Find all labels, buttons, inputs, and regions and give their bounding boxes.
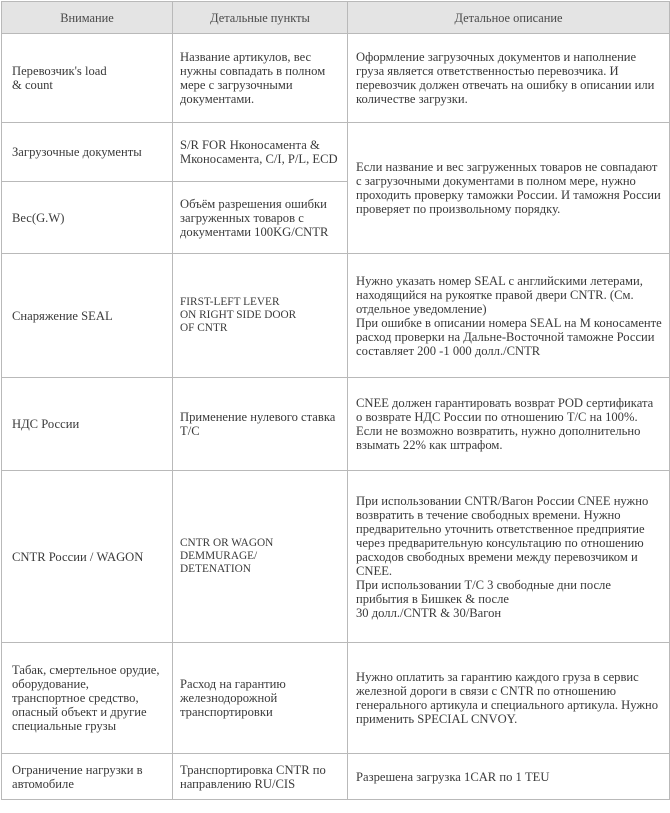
- detail-items-cell: CNTR OR WAGON DEMMURAGE/ DETENATION: [173, 471, 348, 643]
- table-row: [2, 254, 670, 378]
- header-attention: Внимание: [2, 2, 173, 34]
- header-row: [2, 2, 670, 34]
- detail-items-cell: FIRST-LEFT LEVER ON RIGHT SIDE DOOR OF CNTR: [173, 254, 348, 378]
- detail-description-cell: Если название и вес загруженных товаров не совпадают с загрузочными документами в полном мере, нужно проходить проверку таможки России. И таможня России проверяет по произвольному порядку.: [348, 123, 670, 254]
- detail-items-cell: Расход на гарантию железнодорожной транспортировки: [173, 643, 348, 754]
- attention-cell: Вес(G.W): [2, 182, 173, 254]
- table-row: [2, 123, 670, 182]
- detail-description-cell: Нужно указать номер SEAL с английскими летерами, находящийся на рукоятке правой двери CNTR. (См. отдельное уведомление) При ошибке в описании номера SEAL на М коносаменте расход проверки на Дальне-Восточной таможне России составляет 200 -1 000 долл./CNTR: [348, 254, 670, 378]
- description-line: При использовании CNTR/Вагон России CNEE нужно возвратить в течение свободных времени. Нужно предварительно уточнить ответственное предприятие через предварительную консультацию по отношению расходов свободных времени между перевозчиком и CNEE.: [356, 493, 649, 578]
- table-row: [2, 643, 670, 754]
- detail-items-cell: Транспортировка CNTR по направлению RU/CIS: [173, 754, 348, 800]
- attention-cell: CNTR России / WAGON: [2, 471, 173, 643]
- attention-cell: Снаряжение SEAL: [2, 254, 173, 378]
- table-row: [2, 754, 670, 800]
- attention-cell: Ограничение нагрузки в автомобиле: [2, 754, 173, 800]
- detail-items-cell: Название артикулов, вес нужны совпадать в полном мере с загрузочными документами.: [173, 34, 348, 123]
- detail-description-cell: Оформление загрузочных документов и наполнение груза является ответственностью перевозчика. И перевозчик должен отвечать на ошибку в описании или количестве загрузки.: [348, 34, 670, 123]
- detail-description-cell: [348, 471, 670, 643]
- table-row: [2, 34, 670, 123]
- table-row: [2, 378, 670, 471]
- attention-cell: Перевозчик's load & count: [2, 34, 173, 123]
- detail-items-cell: Объём разрешения ошибки загруженных товаров с документами 100KG/CNTR: [173, 182, 348, 254]
- requirements-table: [1, 1, 670, 800]
- attention-cell: Табак, смертельное орудие, оборудование, транспортное средство, опасный объект и другие специальные грузы: [2, 643, 173, 754]
- detail-description-cell: Разрешена загрузка 1CAR по 1 TEU: [348, 754, 670, 800]
- header-detail-description: Детальное описание: [348, 2, 670, 34]
- header-detail-items: Детальные пункты: [173, 2, 348, 34]
- detail-items-cell: S/R FOR Нконосамента & Мконосамента, C/I, P/L, ECD: [173, 123, 348, 182]
- attention-cell: НДС России: [2, 378, 173, 471]
- detail-description-cell: Нужно оплатить за гарантию каждого груза в сервис железной дороги в связи с CNTR по отношению генерального артикула и специального артикула. Нужно применить SPECIAL CNVOY.: [348, 643, 670, 754]
- detail-items-cell: Применение нулевого ставка Т/С: [173, 378, 348, 471]
- table-row: [2, 471, 670, 643]
- description-line: 30 долл./CNTR & 30/Вагон: [356, 605, 502, 620]
- attention-cell: Загрузочные документы: [2, 123, 173, 182]
- detail-description-cell: CNEE должен гарантировать возврат POD сертификата о возврате НДС России по отношению Т/С на 100%. Если не возможно возвратить, нужно дополнительно взымать 22% как штрафом.: [348, 378, 670, 471]
- description-line: При использовании Т/С 3 свободные дни после прибытия в Бишкек & после: [356, 577, 611, 606]
